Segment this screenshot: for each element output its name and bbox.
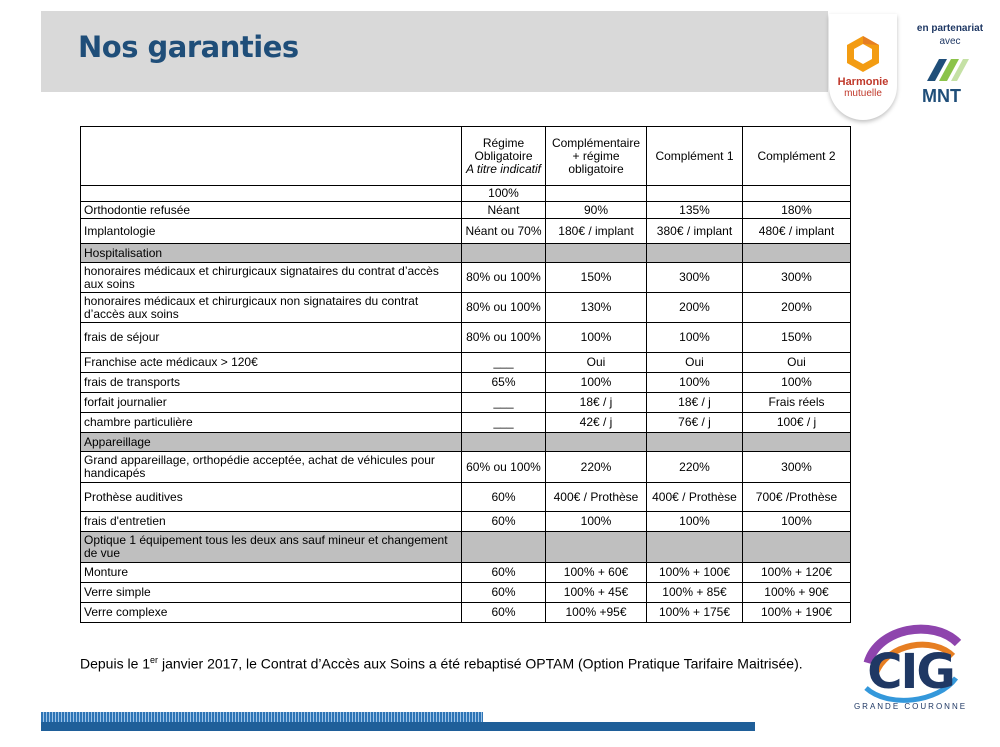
section-label: Appareillage (81, 433, 462, 452)
table-cell: ___ (462, 353, 546, 373)
table-cell: 300% (743, 452, 851, 483)
table-cell: 100% (647, 373, 743, 393)
table-cell: 220% (546, 452, 647, 483)
header-regime-obligatoire (462, 127, 546, 186)
harmonie-mutuelle-logo (829, 14, 897, 120)
section-label: Optique 1 équipement tous les deux ans sauf mineur et changement de vue (81, 532, 462, 563)
logo-line-2: mutuelle (844, 88, 882, 99)
row-label: frais d'entretien (81, 512, 462, 532)
section-empty-cell (546, 244, 647, 263)
section-empty-cell (743, 244, 851, 263)
section-empty-cell (647, 532, 743, 563)
section-row (81, 532, 851, 563)
logo-line-1: Harmonie (837, 76, 889, 88)
table-row (81, 186, 851, 202)
table-cell: Oui (647, 353, 743, 373)
header-regime-text: Régime Obligatoire (474, 135, 533, 163)
table-cell: Oui (546, 353, 647, 373)
section-empty-cell (546, 532, 647, 563)
cig-subtitle: GRANDE COURONNE (853, 702, 968, 711)
table-cell: 135% (647, 202, 743, 219)
section-empty-cell (462, 244, 546, 263)
table-cell: 100% (647, 323, 743, 353)
note-text-end: janvier 2017, le Contrat d’Accès aux Soins a été rebaptisé OPTAM (Option Pratique Tarifaire Maitrisée). (158, 655, 803, 672)
table-cell: 90% (546, 202, 647, 219)
table-cell: 180% (743, 202, 851, 219)
cig-logo (848, 618, 973, 718)
table-cell: ___ (462, 413, 546, 433)
table-row (81, 413, 851, 433)
row-label: Franchise acte médicaux > 120€ (81, 353, 462, 373)
table-cell: 400€ / Prothèse (647, 483, 743, 512)
table-cell: 100% + 190€ (743, 603, 851, 623)
table-cell: 80% ou 100% (462, 263, 546, 293)
row-label: Prothèse auditives (81, 483, 462, 512)
table-row (81, 202, 851, 219)
table-cell: 60% (462, 483, 546, 512)
table-cell (647, 186, 743, 202)
table-cell: 100% + 45€ (546, 583, 647, 603)
header-cell-empty (81, 127, 462, 186)
table-cell: 100% (462, 186, 546, 202)
table-cell: 100% + 90€ (743, 583, 851, 603)
harmonie-hexagon-icon (843, 34, 883, 74)
table-cell: 100% (546, 373, 647, 393)
partner-line-2: avec (939, 36, 961, 47)
table-cell: 60% (462, 512, 546, 532)
partner-line-1: en partenariat (916, 23, 984, 34)
table-row (81, 323, 851, 353)
section-empty-cell (462, 532, 546, 563)
header-complement-2: Complément 2 (743, 127, 851, 186)
table-cell: 480€ / implant (743, 219, 851, 244)
section-empty-cell (647, 433, 743, 452)
section-empty-cell (647, 244, 743, 263)
table-row (81, 603, 851, 623)
table-cell (546, 186, 647, 202)
section-empty-cell (743, 532, 851, 563)
row-label: Orthodontie refusée (81, 202, 462, 219)
note-text-start: Depuis le 1 (80, 655, 151, 672)
optam-note (80, 650, 840, 674)
section-empty-cell (546, 433, 647, 452)
table-cell: 100% (546, 323, 647, 353)
table-cell: 65% (462, 373, 546, 393)
table-header-row (81, 127, 851, 186)
table-cell: 380€ / implant (647, 219, 743, 244)
section-row (81, 244, 851, 263)
table-cell: ___ (462, 393, 546, 413)
cig-letters: CIG (867, 644, 954, 700)
table-cell: 100% (546, 512, 647, 532)
header-indicatif-text: A titre indicatif (466, 161, 541, 176)
row-label: Verre complexe (81, 603, 462, 623)
table-cell: Néant (462, 202, 546, 219)
table-cell: 100% + 60€ (546, 563, 647, 583)
section-row (81, 433, 851, 452)
footer-striped-bar (41, 712, 483, 722)
table-cell: 100€ / j (743, 413, 851, 433)
table-cell: 100% (647, 512, 743, 532)
table-cell: 60% (462, 563, 546, 583)
table-cell (743, 186, 851, 202)
row-label: frais de transports (81, 373, 462, 393)
row-label: Grand appareillage, orthopédie acceptée, achat de véhicules pour handicapés (81, 452, 462, 483)
header-complementaire: Complémentaire + régime obligatoire (546, 127, 647, 186)
table-cell: 200% (647, 293, 743, 323)
table-row (81, 563, 851, 583)
table-cell: 42€ / j (546, 413, 647, 433)
page-title: Nos garanties (78, 30, 299, 64)
mnt-brand: MNT (922, 86, 961, 106)
table-cell: 100% + 175€ (647, 603, 743, 623)
table-cell: 80% ou 100% (462, 323, 546, 353)
row-label: honoraires médicaux et chirurgicaux signataires du contrat d’accès aux soins (81, 263, 462, 293)
table-cell: 400€ / Prothèse (546, 483, 647, 512)
table-cell: 60% ou 100% (462, 452, 546, 483)
row-label: chambre particulière (81, 413, 462, 433)
table-row (81, 353, 851, 373)
table-cell: Oui (743, 353, 851, 373)
table-cell: 100% + 120€ (743, 563, 851, 583)
table-cell: 100% + 85€ (647, 583, 743, 603)
table-cell: 18€ / j (647, 393, 743, 413)
table-cell: 300% (743, 263, 851, 293)
table-cell: 180€ / implant (546, 219, 647, 244)
table-cell: 18€ / j (546, 393, 647, 413)
row-label: Monture (81, 563, 462, 583)
table-cell: 220% (647, 452, 743, 483)
table-cell: 200% (743, 293, 851, 323)
footer-solid-bar (41, 722, 755, 731)
table-cell: 60% (462, 583, 546, 603)
table-row (81, 373, 851, 393)
table-cell: 60% (462, 603, 546, 623)
note-superscript: er (150, 655, 159, 665)
table-cell: 100% (743, 512, 851, 532)
table-row (81, 219, 851, 244)
table-cell: 150% (546, 263, 647, 293)
table-cell: 150% (743, 323, 851, 353)
table-cell: Néant ou 70% (462, 219, 546, 244)
table-row (81, 483, 851, 512)
row-label: frais de séjour (81, 323, 462, 353)
guarantees-table (80, 126, 851, 623)
row-label: forfait journalier (81, 393, 462, 413)
table-cell: 130% (546, 293, 647, 323)
table-cell: 100% + 100€ (647, 563, 743, 583)
table-cell: 300% (647, 263, 743, 293)
partner-text (905, 22, 995, 48)
table-cell: 700€ /Prothèse (743, 483, 851, 512)
table-row (81, 452, 851, 483)
table-row (81, 393, 851, 413)
table-row (81, 512, 851, 532)
table-cell: Frais réels (743, 393, 851, 413)
table-row (81, 583, 851, 603)
table-cell: 100% +95€ (546, 603, 647, 623)
mnt-logo-icon (925, 55, 971, 83)
section-empty-cell (462, 433, 546, 452)
row-label (81, 186, 462, 202)
table-cell: 80% ou 100% (462, 293, 546, 323)
section-empty-cell (743, 433, 851, 452)
table-row (81, 263, 851, 293)
header-complement-1: Complément 1 (647, 127, 743, 186)
table-cell: 76€ / j (647, 413, 743, 433)
section-label: Hospitalisation (81, 244, 462, 263)
row-label: honoraires médicaux et chirurgicaux non signataires du contrat d’accès aux soins (81, 293, 462, 323)
table-row (81, 293, 851, 323)
table-cell: 100% (743, 373, 851, 393)
row-label: Verre simple (81, 583, 462, 603)
row-label: Implantologie (81, 219, 462, 244)
